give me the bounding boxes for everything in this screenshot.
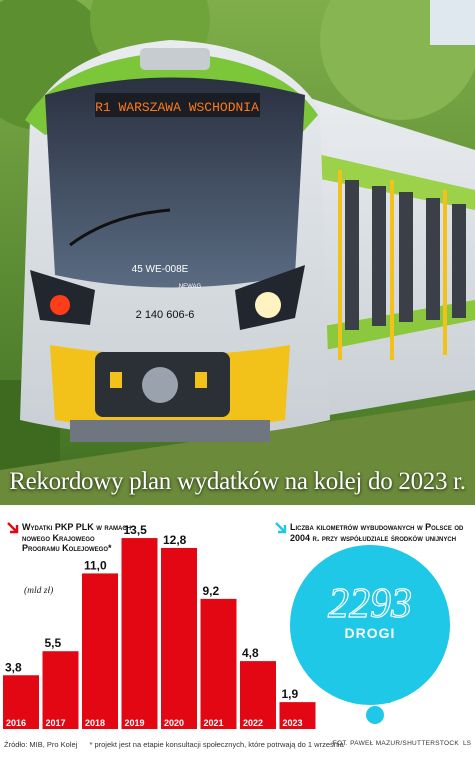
roads-value: 2293 bbox=[328, 581, 412, 627]
expenditure-chart bbox=[0, 505, 475, 735]
roads-label: DROGI bbox=[344, 625, 396, 641]
train-number: 2 140 606-6 bbox=[135, 309, 195, 321]
value-label-2023: 1,9 bbox=[281, 687, 299, 702]
value-label-2020: 12,8 bbox=[163, 532, 187, 547]
legend-expenditures: Wydatki PKP PLK w ramach nowego Krajowego Programu Kolejowego* bbox=[22, 522, 132, 553]
value-label-2016: 3,8 bbox=[5, 660, 22, 675]
value-label-2017: 5,5 bbox=[44, 636, 62, 651]
bar-2020 bbox=[161, 548, 197, 729]
value-label-2019: 13,5 bbox=[123, 523, 147, 538]
maker-logo: NEWAG bbox=[178, 284, 202, 290]
year-label-2020: 2020 bbox=[164, 718, 185, 728]
source-note: Źródło: MIB, Pro Kolej bbox=[4, 740, 78, 749]
bar-2021 bbox=[201, 599, 237, 729]
unit-label: (mld zł) bbox=[24, 586, 54, 596]
year-label-2021: 2021 bbox=[203, 718, 224, 728]
page-number: LS bbox=[463, 740, 471, 747]
rail-circle bbox=[366, 706, 384, 724]
bar-2019 bbox=[122, 538, 158, 729]
legend-kilometers: Liczba kilometrów wybudowanych w Polsce od 2004 r. przy współudziale środków unijnych bbox=[290, 522, 464, 543]
value-label-2021: 9,2 bbox=[202, 583, 220, 598]
year-label-2019: 2019 bbox=[124, 718, 145, 728]
year-label-2017: 2017 bbox=[45, 718, 66, 728]
unit-code: 45 WE-008E bbox=[131, 264, 189, 275]
year-label-2023: 2023 bbox=[282, 718, 303, 728]
rail-value: 34 bbox=[365, 670, 389, 696]
destination-display: R1 WARSZAWA WSCHODNIA bbox=[95, 100, 259, 115]
year-label-2022: 2022 bbox=[243, 718, 264, 728]
value-label-2018: 11,0 bbox=[84, 558, 107, 573]
year-label-2018: 2018 bbox=[85, 718, 106, 728]
footnote: * projekt jest na etapie konsultacji społecznych, które potrwają do 1 września bbox=[89, 740, 344, 749]
year-label-2016: 2016 bbox=[6, 718, 27, 728]
bar-2018 bbox=[82, 573, 118, 729]
rail-label: KOLEJ bbox=[361, 695, 393, 705]
headline: Rekordowy plan wydatków na kolej do 2023 r. bbox=[9, 468, 466, 495]
photo-credit: FOT. PAWEŁ MAZUR/SHUTTERSTOCK bbox=[332, 740, 459, 747]
value-label-2022: 4,8 bbox=[242, 646, 259, 661]
